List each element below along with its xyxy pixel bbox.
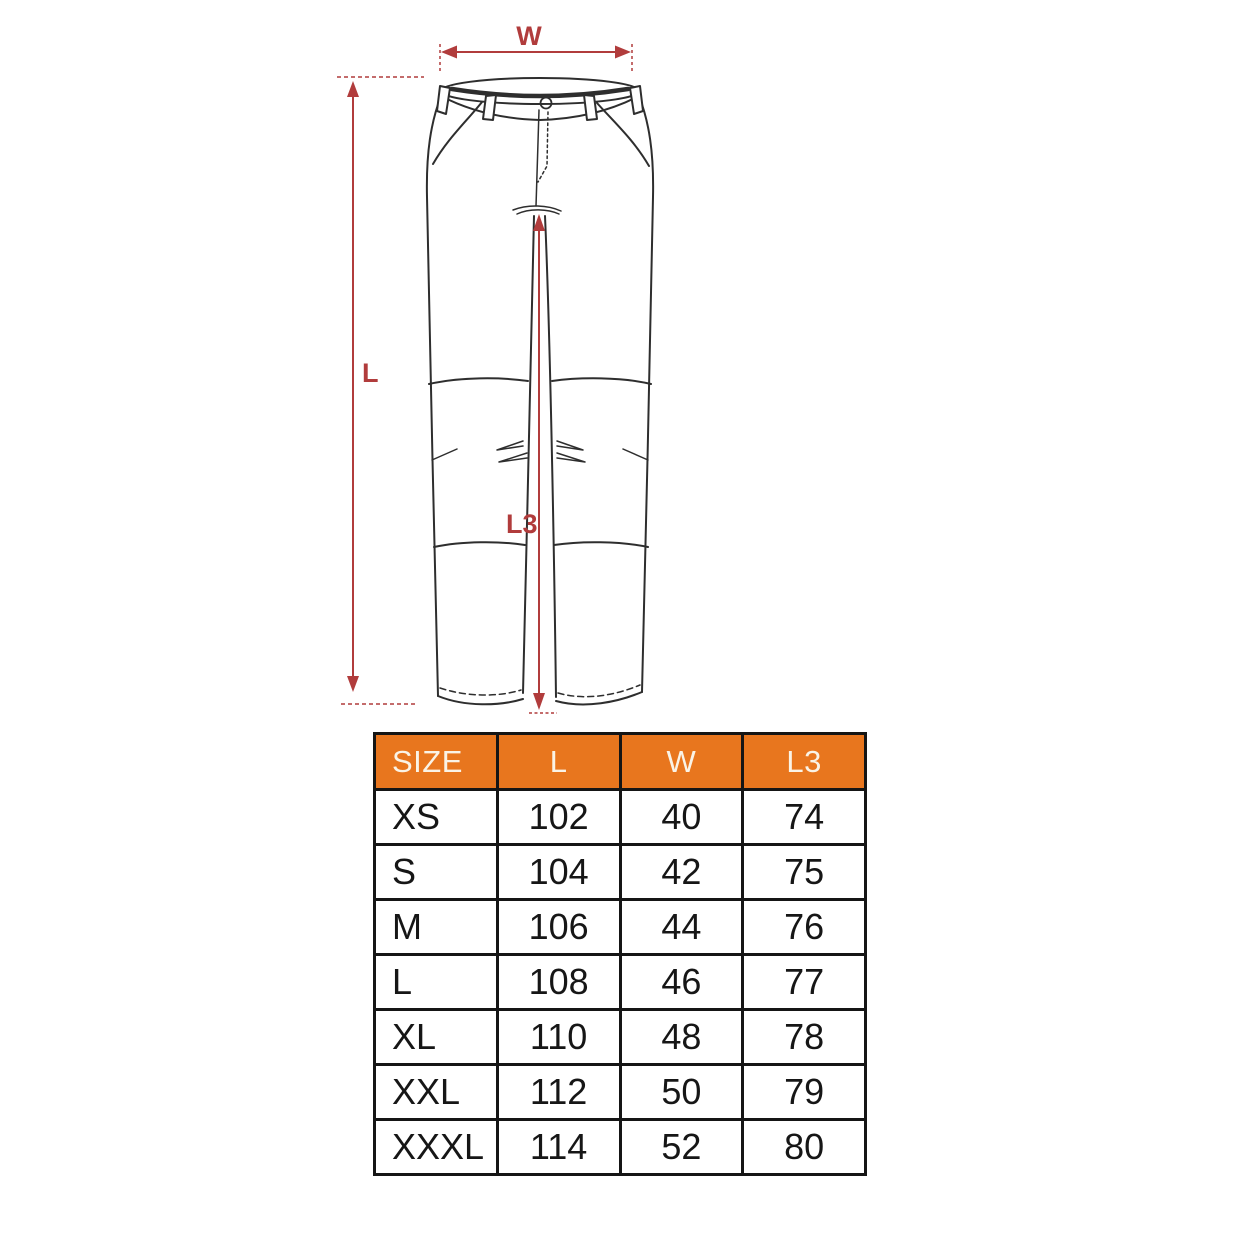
belt-loop <box>437 86 450 114</box>
waistband-inner-shadow <box>452 89 628 96</box>
l-cell: 104 <box>497 845 620 900</box>
left-knee-seam-bottom <box>434 542 525 547</box>
header-size: SIZE <box>375 734 498 790</box>
l-cell: 114 <box>497 1120 620 1175</box>
l3-cell: 80 <box>743 1120 866 1175</box>
size-cell: XXL <box>375 1065 498 1120</box>
l3-cell: 78 <box>743 1010 866 1065</box>
left-hem-stitch <box>440 688 521 695</box>
l-arrowhead-top <box>347 81 359 97</box>
size-cell: L <box>375 955 498 1010</box>
header-l: L <box>497 734 620 790</box>
fly-stitching <box>538 112 548 182</box>
crotch-seam <box>517 210 559 214</box>
w-arrowhead-right <box>615 46 631 59</box>
w-cell: 50 <box>620 1065 743 1120</box>
l3-cell: 75 <box>743 845 866 900</box>
w-cell: 40 <box>620 790 743 845</box>
table-row <box>375 845 866 900</box>
table-row <box>375 1120 866 1175</box>
size-cell: M <box>375 900 498 955</box>
l-cell: 108 <box>497 955 620 1010</box>
w-cell: 48 <box>620 1010 743 1065</box>
w-arrowhead-left <box>441 46 457 59</box>
w-cell: 52 <box>620 1120 743 1175</box>
l-arrowhead-bottom <box>347 676 359 692</box>
table-row <box>375 790 866 845</box>
l-cell: 102 <box>497 790 620 845</box>
size-cell: XS <box>375 790 498 845</box>
l3-cell: 79 <box>743 1065 866 1120</box>
l3-cell: 74 <box>743 790 866 845</box>
right-knee-seam-bottom <box>554 542 648 547</box>
size-cell: XL <box>375 1010 498 1065</box>
header-w: W <box>620 734 743 790</box>
w-cell: 44 <box>620 900 743 955</box>
l3-cell: 77 <box>743 955 866 1010</box>
l3-cell: 76 <box>743 900 866 955</box>
l3-arrowhead-bottom <box>533 693 545 710</box>
header-row <box>375 734 866 790</box>
w-cell: 46 <box>620 955 743 1010</box>
table-row <box>375 1065 866 1120</box>
dimension-l <box>337 77 424 704</box>
right-knee-seam-top <box>552 378 651 384</box>
l3-dimension-label: L3 <box>506 509 538 539</box>
dimension-annotations <box>337 21 632 713</box>
l-cell: 112 <box>497 1065 620 1120</box>
fly-seam <box>536 110 539 206</box>
size-cell: S <box>375 845 498 900</box>
right-inseam <box>545 216 556 697</box>
left-side-seam <box>427 96 441 696</box>
w-cell: 42 <box>620 845 743 900</box>
l-cell: 106 <box>497 900 620 955</box>
table-row <box>375 900 866 955</box>
size-table-header <box>375 734 866 790</box>
table-row <box>375 1010 866 1065</box>
belt-loop <box>630 86 643 114</box>
left-hem <box>438 696 523 704</box>
l-dimension-label: L <box>362 358 379 388</box>
right-side-seam <box>639 96 653 692</box>
left-knee-seam-top <box>429 378 528 384</box>
size-cell: XXXL <box>375 1120 498 1175</box>
size-table-body <box>375 790 866 1175</box>
size-table <box>373 732 867 1176</box>
belt-loop <box>584 95 597 120</box>
right-hem <box>556 692 642 704</box>
header-l3: L3 <box>743 734 866 790</box>
right-hem-stitch <box>558 685 640 697</box>
w-dimension-label: W <box>516 21 542 51</box>
table-row <box>375 955 866 1010</box>
belt-loop <box>483 95 496 120</box>
l-cell: 110 <box>497 1010 620 1065</box>
